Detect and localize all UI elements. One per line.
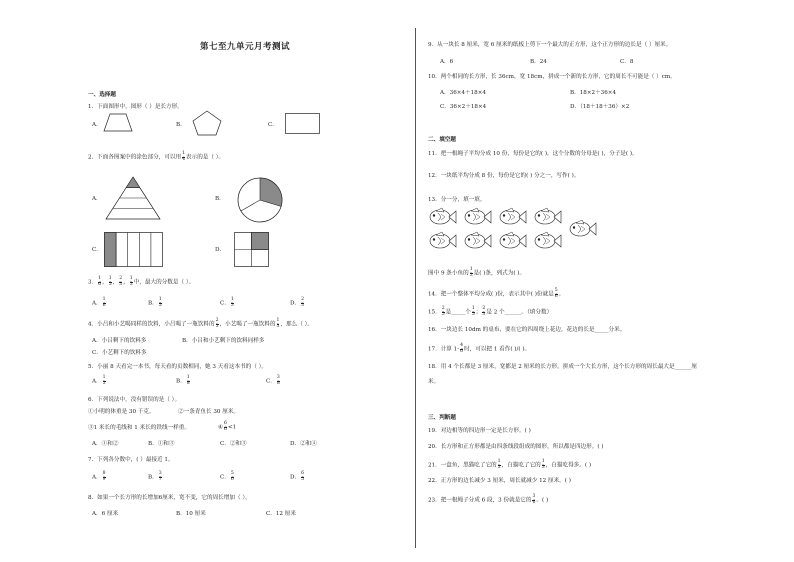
fish-icon	[430, 208, 456, 224]
q1-option-a: A．	[92, 122, 102, 128]
fish-icon	[465, 232, 491, 248]
question-2-stem	[88, 152, 224, 162]
q3-option-b: B． $\frac{1}{5}$	[148, 297, 162, 308]
q9-option-c: C．8	[620, 59, 634, 65]
q7-option-c: C． $\frac{5}{6}$	[220, 471, 234, 482]
question-23-stem: 23．把一根绳子分成 6 段，3 份就是它的 $\frac{3}{6}$ 。( )	[428, 494, 549, 505]
q6-statement-1: ①小明的体重是 30 千克。	[88, 409, 155, 415]
q10-option-b: B．18×2＋36×4	[570, 90, 617, 96]
q8-option-a: A．6 厘米	[92, 511, 119, 517]
q9-option-b: B．24	[530, 59, 547, 65]
q5-option-a: A． $\frac{1}{3}$	[92, 375, 106, 386]
question-15-stem: 15． $\frac{2}{5}$ 是_____个 $\frac{1}{5}$ ； $\frac{2}{3}$ 是 2 个______。（填分数）	[428, 306, 553, 317]
question-4-stem: 4．小吕和小艺喝同样的饮料，小吕喝了一瓶饮料的 $\frac{2}{3}$ ，小艺喝了一瓶饮料的 $\frac{1}{3}$ ，那么（ ）。	[88, 318, 313, 329]
q3-option-a: A． $\frac{1}{6}$	[92, 297, 106, 308]
q7-option-a: A． $\frac{8}{9}$	[92, 471, 106, 482]
pyramid-figure	[105, 176, 161, 220]
question-3-stem: 3． $\frac{1}{6}$ ， $\frac{1}{5}$ ， $\frac{2}{3}$ ， $\frac{1}{3}$ 中，最大的分数是（ ）。	[88, 276, 195, 287]
question-22-stem: 22．正方形的边长减少 3 厘米，周长就减少 12 厘米。( )	[428, 478, 571, 484]
fish-icon	[500, 208, 526, 224]
fish-icon	[535, 208, 561, 224]
q10-option-c: C．36×2＋18×4	[440, 104, 487, 110]
section-choice-heading: 一、选择题	[88, 92, 116, 98]
q6-statement-2: ②一条青鱼长 30 厘米。	[178, 409, 240, 415]
q6-option-a: A．①和②	[92, 441, 119, 447]
q8-option-b: B．10 厘米	[176, 511, 206, 517]
fish-icon	[500, 232, 526, 248]
q2-stem-pre: 2．下面各图案中的涂色部分，可以用	[88, 154, 182, 161]
q2-stem-post: 表示的是（ ）。	[186, 154, 225, 161]
question-17-stem: 17．计算 1- $\frac{4}{6}$ 时，可以把 1 看作( )/( )。	[428, 343, 531, 354]
section-fill-heading: 二、填空题	[428, 137, 456, 143]
q6-option-d: D．②和④	[290, 441, 317, 447]
question-1-stem: 1．下面图形中，图形（ ）是长方形。	[88, 104, 183, 110]
q5-option-b: B． $\frac{1}{8}$	[176, 375, 190, 386]
q4-option-c: C．小艺剩下的饮料多	[92, 350, 147, 356]
q9-option-a: A．6	[440, 59, 454, 65]
question-11-stem: 11．把一根绳子平均分成 10 份，每份是它的( )，这个分数的分母是( )，分子是( )。	[428, 151, 638, 157]
question-5-stem: 5．小丽 8 天看完一本书，每天看的页数相同，她 3 天看这本书的（ ）。	[88, 364, 267, 370]
q2-option-a: A．	[92, 196, 102, 202]
trapezoid-figure	[104, 113, 134, 133]
q4-option-a: A．小吕剩下的饮料多	[92, 338, 147, 344]
question-7-stem: 7．下列各分数中，( ）最接近 1。	[88, 457, 174, 463]
question-19-stem: 19．对边相等的四边形一定是长方形。( )	[428, 428, 531, 434]
fish-icon	[570, 220, 596, 236]
question-18-stem: 18．用 4 个长都是 3 厘米，宽都是 2 厘米的长方形，拼成一个大长方形，这个长方形的周长最大是______厘	[428, 364, 697, 370]
pentagon-figure	[192, 110, 222, 136]
fish-icon	[465, 208, 491, 224]
question-20-stem: 20．长方形和正方形都是由四条线段组成的图形，所以都是四边形。( )	[428, 444, 604, 450]
q1-option-b: B．	[176, 122, 186, 128]
q2-option-c: C．	[92, 247, 102, 253]
fish-grid	[428, 208, 578, 260]
square-quarters-figure	[234, 232, 270, 268]
q5-option-c: C． $\frac{3}{8}$	[266, 375, 280, 386]
page-title: 第七至九单元月考测试	[200, 42, 291, 52]
q2-option-d: D．	[215, 247, 226, 253]
question-18-stem-cont: 米。	[428, 379, 440, 385]
q6-option-c: C．②和③	[220, 441, 247, 447]
q8-option-c: C．12 厘米	[266, 511, 296, 517]
q4-option-b: B．小吕和小艺剩下的饮料同样多	[182, 338, 265, 344]
q2-fraction: $\frac{1}{4}$	[182, 151, 185, 162]
q10-option-a: A．36×4＋18×4	[440, 90, 486, 96]
question-21-stem: 21．一盒鱼，黑猫吃了它的 $\frac{1}{3}$ ，白猫吃了它的 $\frac{1}{3}$ ，白猫吃得多。( )	[428, 459, 592, 470]
section-judge-heading: 三、判断题	[428, 415, 456, 421]
q2-option-b: B．	[215, 196, 225, 202]
question-12-stem: 12．一块纸平均分成 8 份，每份是它的( ) 分之一，写作( )。	[428, 173, 580, 179]
column-divider	[415, 28, 416, 548]
question-8-stem: 8．如果一个长方形的长增加6厘米，宽不变，它的周长增加（ ）。	[88, 495, 251, 501]
question-9-stem: 9．从一块长 8 厘米，宽 6 厘米的纸板上剪下一个最大的正方形，这个正方形的边长是（ ）厘米。	[428, 42, 672, 48]
q3-option-c: C． $\frac{1}{3}$	[220, 297, 234, 308]
q7-option-b: B． $\frac{3}{7}$	[148, 471, 162, 482]
q7-option-d: D． $\frac{6}{5}$	[290, 471, 305, 482]
question-10-stem: 10．两个相同的长方形，长 36cm，宽 18cm，拼成一个新的长方形，它的周长不可能是（ ）cm。	[428, 74, 676, 80]
fish-icon	[535, 232, 561, 248]
q3-option-d: D． $\frac{2}{3}$	[290, 297, 305, 308]
rectangle-figure	[285, 113, 321, 135]
question-14-stem: 14．把一个整体平均分成( )份，表示其中( )份就是 $\frac{5}{6}$ 。	[428, 288, 565, 299]
fish-icon	[430, 232, 456, 248]
q10-option-d: D．（18＋18＋36）×2	[570, 104, 630, 110]
question-13-stem: 13．分一分，填一填。	[428, 197, 486, 203]
q6-statement-4: ④ $\frac{6}{6}$ <1	[218, 421, 237, 432]
question-13-line: 图中 9 条小鱼的 $\frac{1}{3}$ 是( )条，列式为( )。	[428, 267, 526, 278]
question-16-stem: 16．一块边长 10dm 的桌布，要在它的四周绕上花边，花边的长是_____分米。	[428, 327, 626, 333]
pie-figure	[234, 176, 286, 224]
q6-statement-3: ③1 米长的毛线和 1 米长的铁线一样重。	[88, 425, 190, 431]
q1-option-c: C．	[268, 122, 278, 128]
strip-figure	[104, 232, 164, 268]
question-6-stem: 6．下列说法中，没有错误的是（ ）。	[88, 397, 181, 403]
q6-option-b: B．①和③	[148, 441, 175, 447]
